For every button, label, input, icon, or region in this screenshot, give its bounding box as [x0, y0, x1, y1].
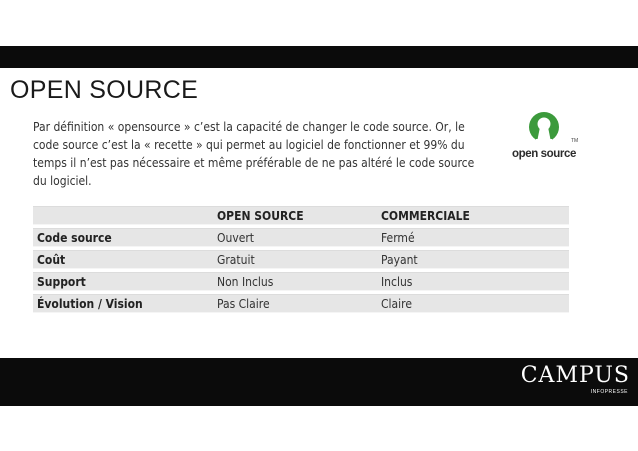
brand-logo	[521, 364, 630, 395]
table-row	[33, 272, 569, 291]
row-label: Coût	[33, 250, 213, 269]
row-label: Support	[33, 272, 213, 291]
table-row	[33, 294, 569, 313]
row-label: Évolution / Vision	[33, 294, 213, 313]
intro-paragraph: Par définition « opensource » c’est la capacité de changer le code source. Or, le code source c’est la « recette » qui permet au logiciel de fonctionner et 99% du temps il n’est pas nécessaire et même préférable de ne pas altéré le code source du logiciel.	[33, 120, 475, 188]
table-header-open-source: OPEN SOURCE	[213, 206, 377, 225]
slide-title: OPEN SOURCE	[10, 76, 199, 104]
table-header-row	[33, 206, 569, 225]
logo-text: open source	[512, 148, 576, 160]
cell-commerciale: Fermé	[377, 228, 569, 247]
table-row	[33, 228, 569, 247]
brand-subtitle: INFOPRESSE	[590, 389, 628, 395]
brand-name: CAMPUS	[520, 363, 630, 388]
top-bar	[0, 46, 638, 68]
row-label: Code source	[33, 228, 213, 247]
cell-open-source: Non Inclus	[213, 272, 377, 291]
cell-open-source: Gratuit	[213, 250, 377, 269]
comparison-table	[33, 203, 569, 316]
cell-open-source: Ouvert	[213, 228, 377, 247]
open-source-logo	[505, 108, 583, 168]
logo-trademark: TM	[571, 138, 579, 144]
table-header-commerciale: COMMERCIALE	[377, 206, 569, 225]
table-row	[33, 250, 569, 269]
table-header-empty	[33, 206, 213, 225]
cell-open-source: Pas Claire	[213, 294, 377, 313]
cell-commerciale: Payant	[377, 250, 569, 269]
cell-commerciale: Inclus	[377, 272, 569, 291]
cell-commerciale: Claire	[377, 294, 569, 313]
